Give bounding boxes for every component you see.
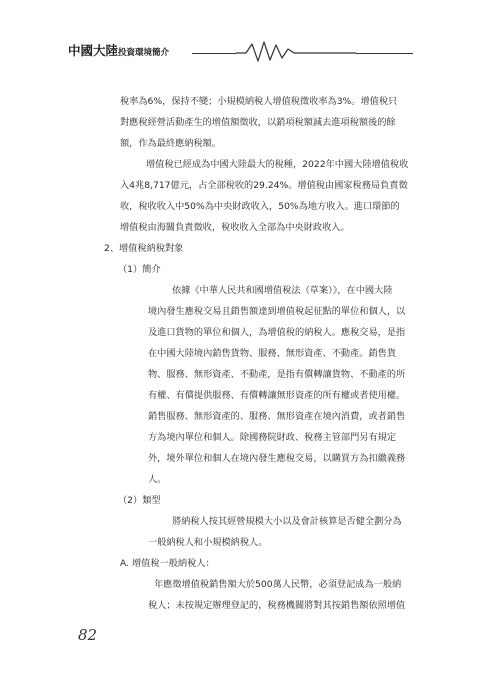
body-line: 銷售服務、無形資產的、服務、無形資產在境內消費，或者銷售 (148, 411, 406, 422)
subsection-heading: （1）簡介 (118, 264, 161, 275)
body-line: 一般納稅人和小規模納稅人。 (148, 537, 268, 548)
page-number: 82 (78, 626, 98, 644)
body-line: 境內發生應稅交易且銷售額達到增值稅起征點的單位和個人，以 (148, 306, 406, 317)
header-title-main: 中國大陸 (68, 43, 119, 58)
body-line: 對應稅經營活動產生的增值額徵收，以銷項稅額減去進項稅額後的餘 (120, 117, 396, 128)
subsection-heading: （2）類型 (118, 495, 161, 506)
item-heading: A. 增值稅一般納稅人： (120, 558, 215, 569)
body-line: 人。 (148, 474, 167, 485)
body-line: 將納稅人按其經營規模大小以及會計核算是否健全劃分為 (172, 516, 402, 527)
section-heading: 2、增值稅納稅對象 (104, 243, 184, 254)
body-line: 依據《中華人民共和國增值稅法（草案）》，在中國大陸 (172, 285, 393, 296)
header-title-sub: 投資環境簡介 (118, 48, 170, 58)
body-line: 在中國大陸境內銷售貨物、服務、無形資產、不動產。銷售貨 (148, 348, 397, 359)
body-line: 有權、有償提供服務、有償轉讓無形資產的所有權或者使用權。 (148, 390, 406, 401)
body-line: 外，境外單位和個人在境內發生應稅交易，以購買方為扣繳義務 (148, 453, 406, 464)
body-line: 稅率為6%，保持不變；小規模納稅人增值稅徵收率為3%。增值稅只 (120, 96, 398, 107)
body-line: 增值稅由海關負責徵收，稅收收入全部為中央財政收入。 (120, 222, 350, 233)
body-line: 年應徵增值稅銷售額大於500萬人民幣，必須登記成為一般納 (154, 579, 402, 590)
body-line: 稅人；未按規定辦理登記的，稅務機關將對其按銷售額依照增值 (148, 600, 406, 611)
body-line: 物、服務、無形資產、不動產，是指有償轉讓貨物、不動產的所 (148, 369, 406, 380)
body-line: 入4兆8,717億元，占全部稅收的29.24%。增值稅由國家稅務局負責徵 (120, 180, 408, 191)
body-line: 額，作為最終應納稅額。 (120, 138, 222, 149)
body-line: 及進口貨物的單位和個人，為增值稅的納稅人。應稅交易，是指 (148, 327, 406, 338)
body-line: 增值稅已經成為中國大陸最大的稅種，2022年中國大陸增值稅收 (146, 159, 409, 170)
body-line: 收，稅收收入中50%為中央財政收入，50%為地方收入。進口環節的 (120, 201, 400, 212)
body-line: 方為境內單位和個人。除國務院財政、稅務主管部門另有規定 (148, 432, 397, 443)
